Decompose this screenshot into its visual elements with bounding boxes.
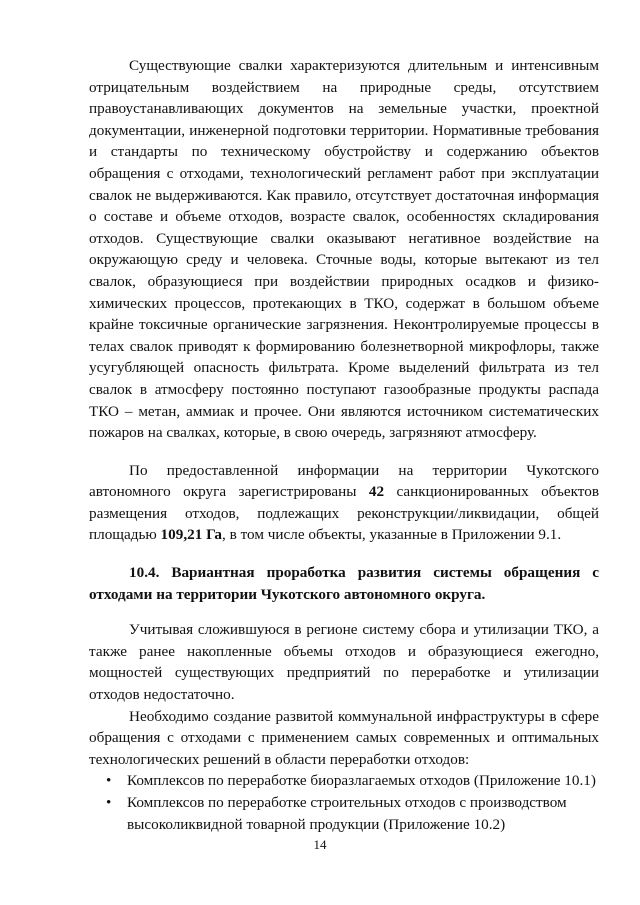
section-heading: 10.4. Вариантная проработка развития системы обращения с отходами на территории Чукотского автономного округа. (89, 564, 599, 603)
page-number: 14 (313, 837, 327, 852)
list-item (89, 770, 599, 792)
sites-count: 42 (368, 483, 385, 501)
spacer (89, 444, 599, 460)
bullet-icon: • (106, 794, 112, 811)
list-item-text: Комплексов по переработке строительных отходов с производством высоколиквидной товарной продукции (Приложение 10.2) (127, 794, 567, 833)
paragraph-landfills: Существующие свалки характеризуются длительным и интенсивным отрицательным воздействием на природные среды, отсутствием правоустанавливающих документов на земельные участки, проектной документации, инженерной подготовки территории. Нормативные требования и стандарты по техническому обустройству и содержанию объектов обращения с отходами, технологический регламент работ при эксплуатации свалок не выдерживаются. Как правило, отсутствует достаточная информация о составе и объеме отходов, возрасте свалок, особенностях складирования отходов. Существующие свалки оказывают негативное воздействие на окружающую среду и человека. Сточные воды, которые вытекают из тел свалок, образующиеся при воздействии природных осадков и физико-химических процессов, протекающих в ТКО, содержат в большом объеме крайне токсичные органические загрязнения. Неконтролируемые процессы в телах свалок приводят к формированию болезнетворной микрофлоры, также усугубляющей опасность фильтрата. Кроме выделений фильтрата из тел свалок в атмосферу постоянно поступают газообразные продукты распада ТКО – метан, аммиак и прочее. Они являются источником систематических пожаров на свалках, которые, в свою очередь, загрязняют атмосферу. (89, 57, 599, 442)
paragraph-infrastructure: Необходимо создание развитой коммунальной инфраструктуры в сфере обращения с отходами с применением самых современных и оптимальных технологических решений в области переработки отходов: (89, 707, 599, 768)
list-item (89, 792, 599, 835)
paragraph-registered-sites (89, 460, 599, 546)
document-page (89, 55, 599, 835)
paragraph-registered-sites-text-2: санкционированных объектов размещения отходов, подлежащих реконструкции/ликвидации, общей площадью (89, 483, 599, 544)
paragraph-capacity: Учитывая сложившуюся в регионе систему сбора и утилизации ТКО, а также ранее накопленные объемы отходов и образующиеся ежегодно, мощностей существующих предприятий по переработке и утилизации отходов недостаточно. (89, 621, 599, 704)
paragraph-registered-sites-text-1: По предоставленной информации на территории Чукотского автономного округа зарегистрированы (89, 461, 599, 501)
bullet-icon: • (106, 772, 112, 790)
paragraph-registered-sites-text-3: , в том числе объекты, указанные в Приложении 9.1. (222, 526, 562, 544)
bullet-list (89, 770, 599, 835)
sites-area: 109,21 Га (160, 526, 223, 544)
spacer (89, 546, 599, 562)
spacer (89, 605, 599, 619)
list-item-text: Комплексов по переработке биоразлагаемых отходов (Приложение 10.1) (127, 772, 596, 790)
